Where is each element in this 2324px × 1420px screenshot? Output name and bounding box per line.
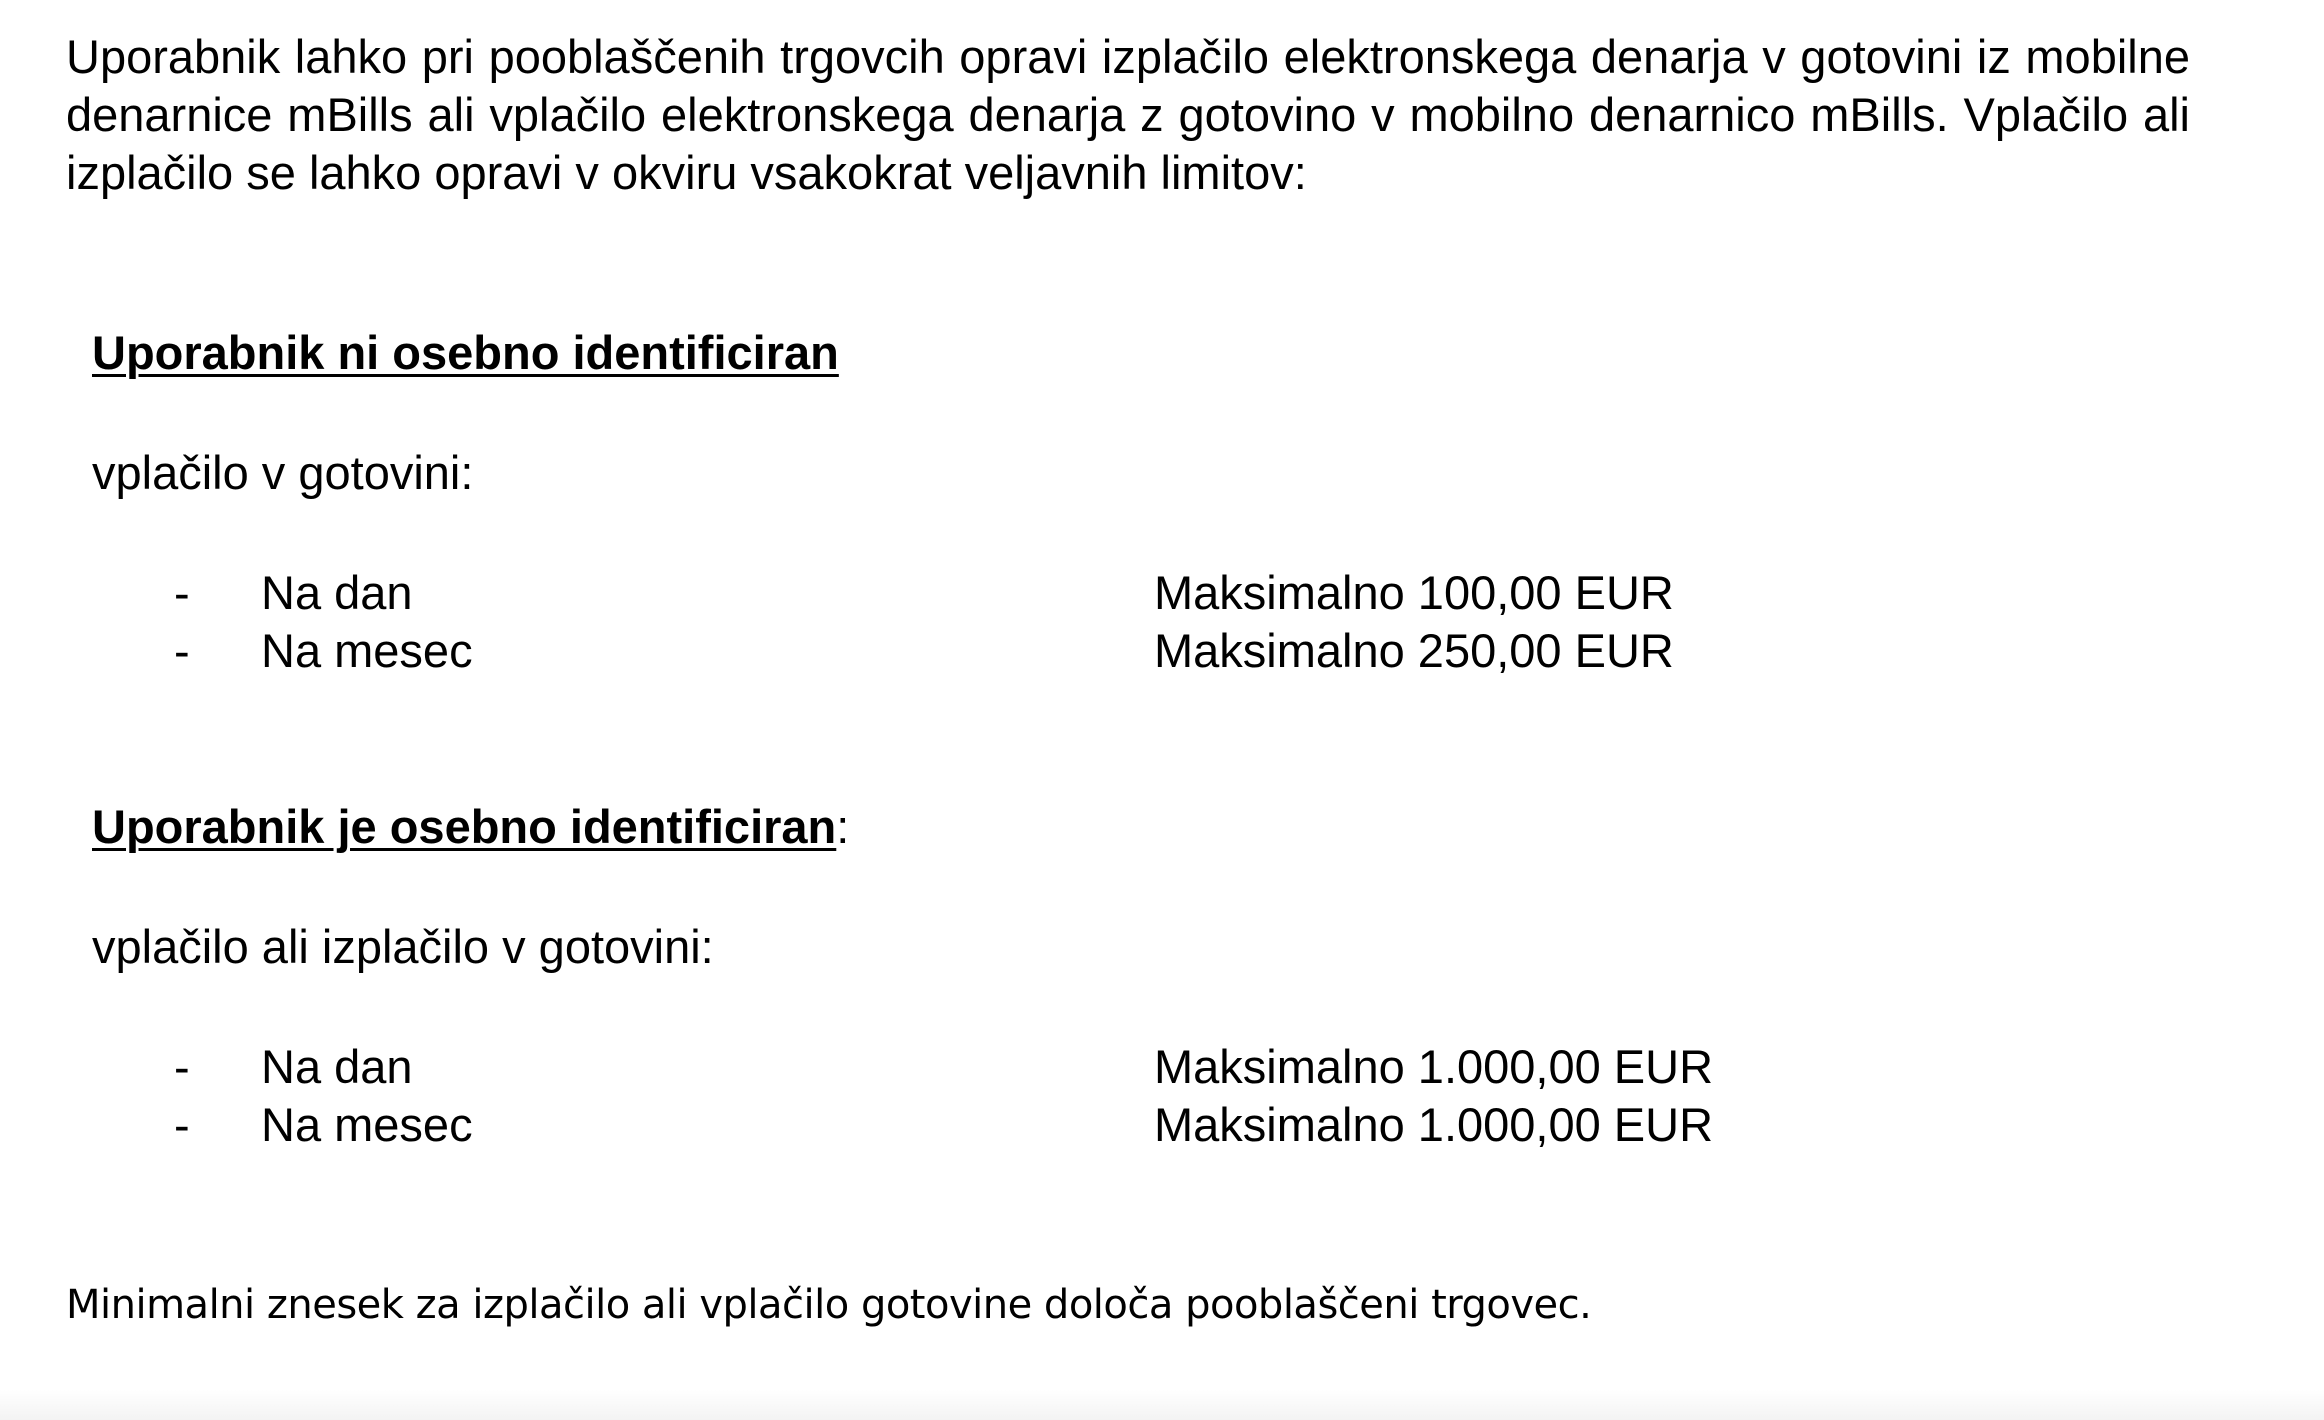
limit-row-monthly [0,622,2324,680]
limit-row-daily [0,1038,2324,1096]
section-heading-text: Uporabnik ni osebno identificiran [92,326,839,379]
limit-label: Na dan [261,566,413,619]
intro-paragraph: Uporabnik lahko pri pooblaščenih trgovcih opravi izplačilo elektronskega denarja v gotovini iz mobilne denarnice mBills ali vplačilo elektronskega denarja z gotovino v mobilno denarnico mBills. Vplačilo ali izplačilo se lahko opravi v okviru vsakokrat veljavnih limitov: [66,30,2190,199]
limit-value: Maksimalno 250,00 EUR [1154,624,1674,677]
limit-value: Maksimalno 100,00 EUR [1154,566,1674,619]
limit-value: Maksimalno 1.000,00 EUR [1154,1098,1714,1151]
section-subheading-deposit: vplačilo v gotovini: [92,446,474,499]
section-subheading-deposit-withdrawal: vplačilo ali izplačilo v gotovini: [92,920,714,973]
list-dash: - [174,1040,190,1093]
limit-row-daily [0,564,2324,622]
list-dash: - [174,566,190,619]
list-dash: - [174,1098,190,1151]
footnote: Minimalni znesek za izplačilo ali vplačilo gotovine določa pooblaščeni trgovec. [66,1282,1592,1328]
section-heading-colon: : [836,800,850,853]
list-dash: - [174,624,190,677]
limit-label: Na dan [261,1040,413,1093]
section-heading-text: Uporabnik je osebno identificiran [92,800,837,853]
limit-label: Na mesec [261,1098,473,1151]
section-heading-identified [92,798,849,856]
page-bottom-edge [0,1390,2324,1420]
section-heading-not-identified [92,324,839,382]
limit-label: Na mesec [261,624,473,677]
limit-value: Maksimalno 1.000,00 EUR [1154,1040,1714,1093]
limit-row-monthly [0,1096,2324,1154]
